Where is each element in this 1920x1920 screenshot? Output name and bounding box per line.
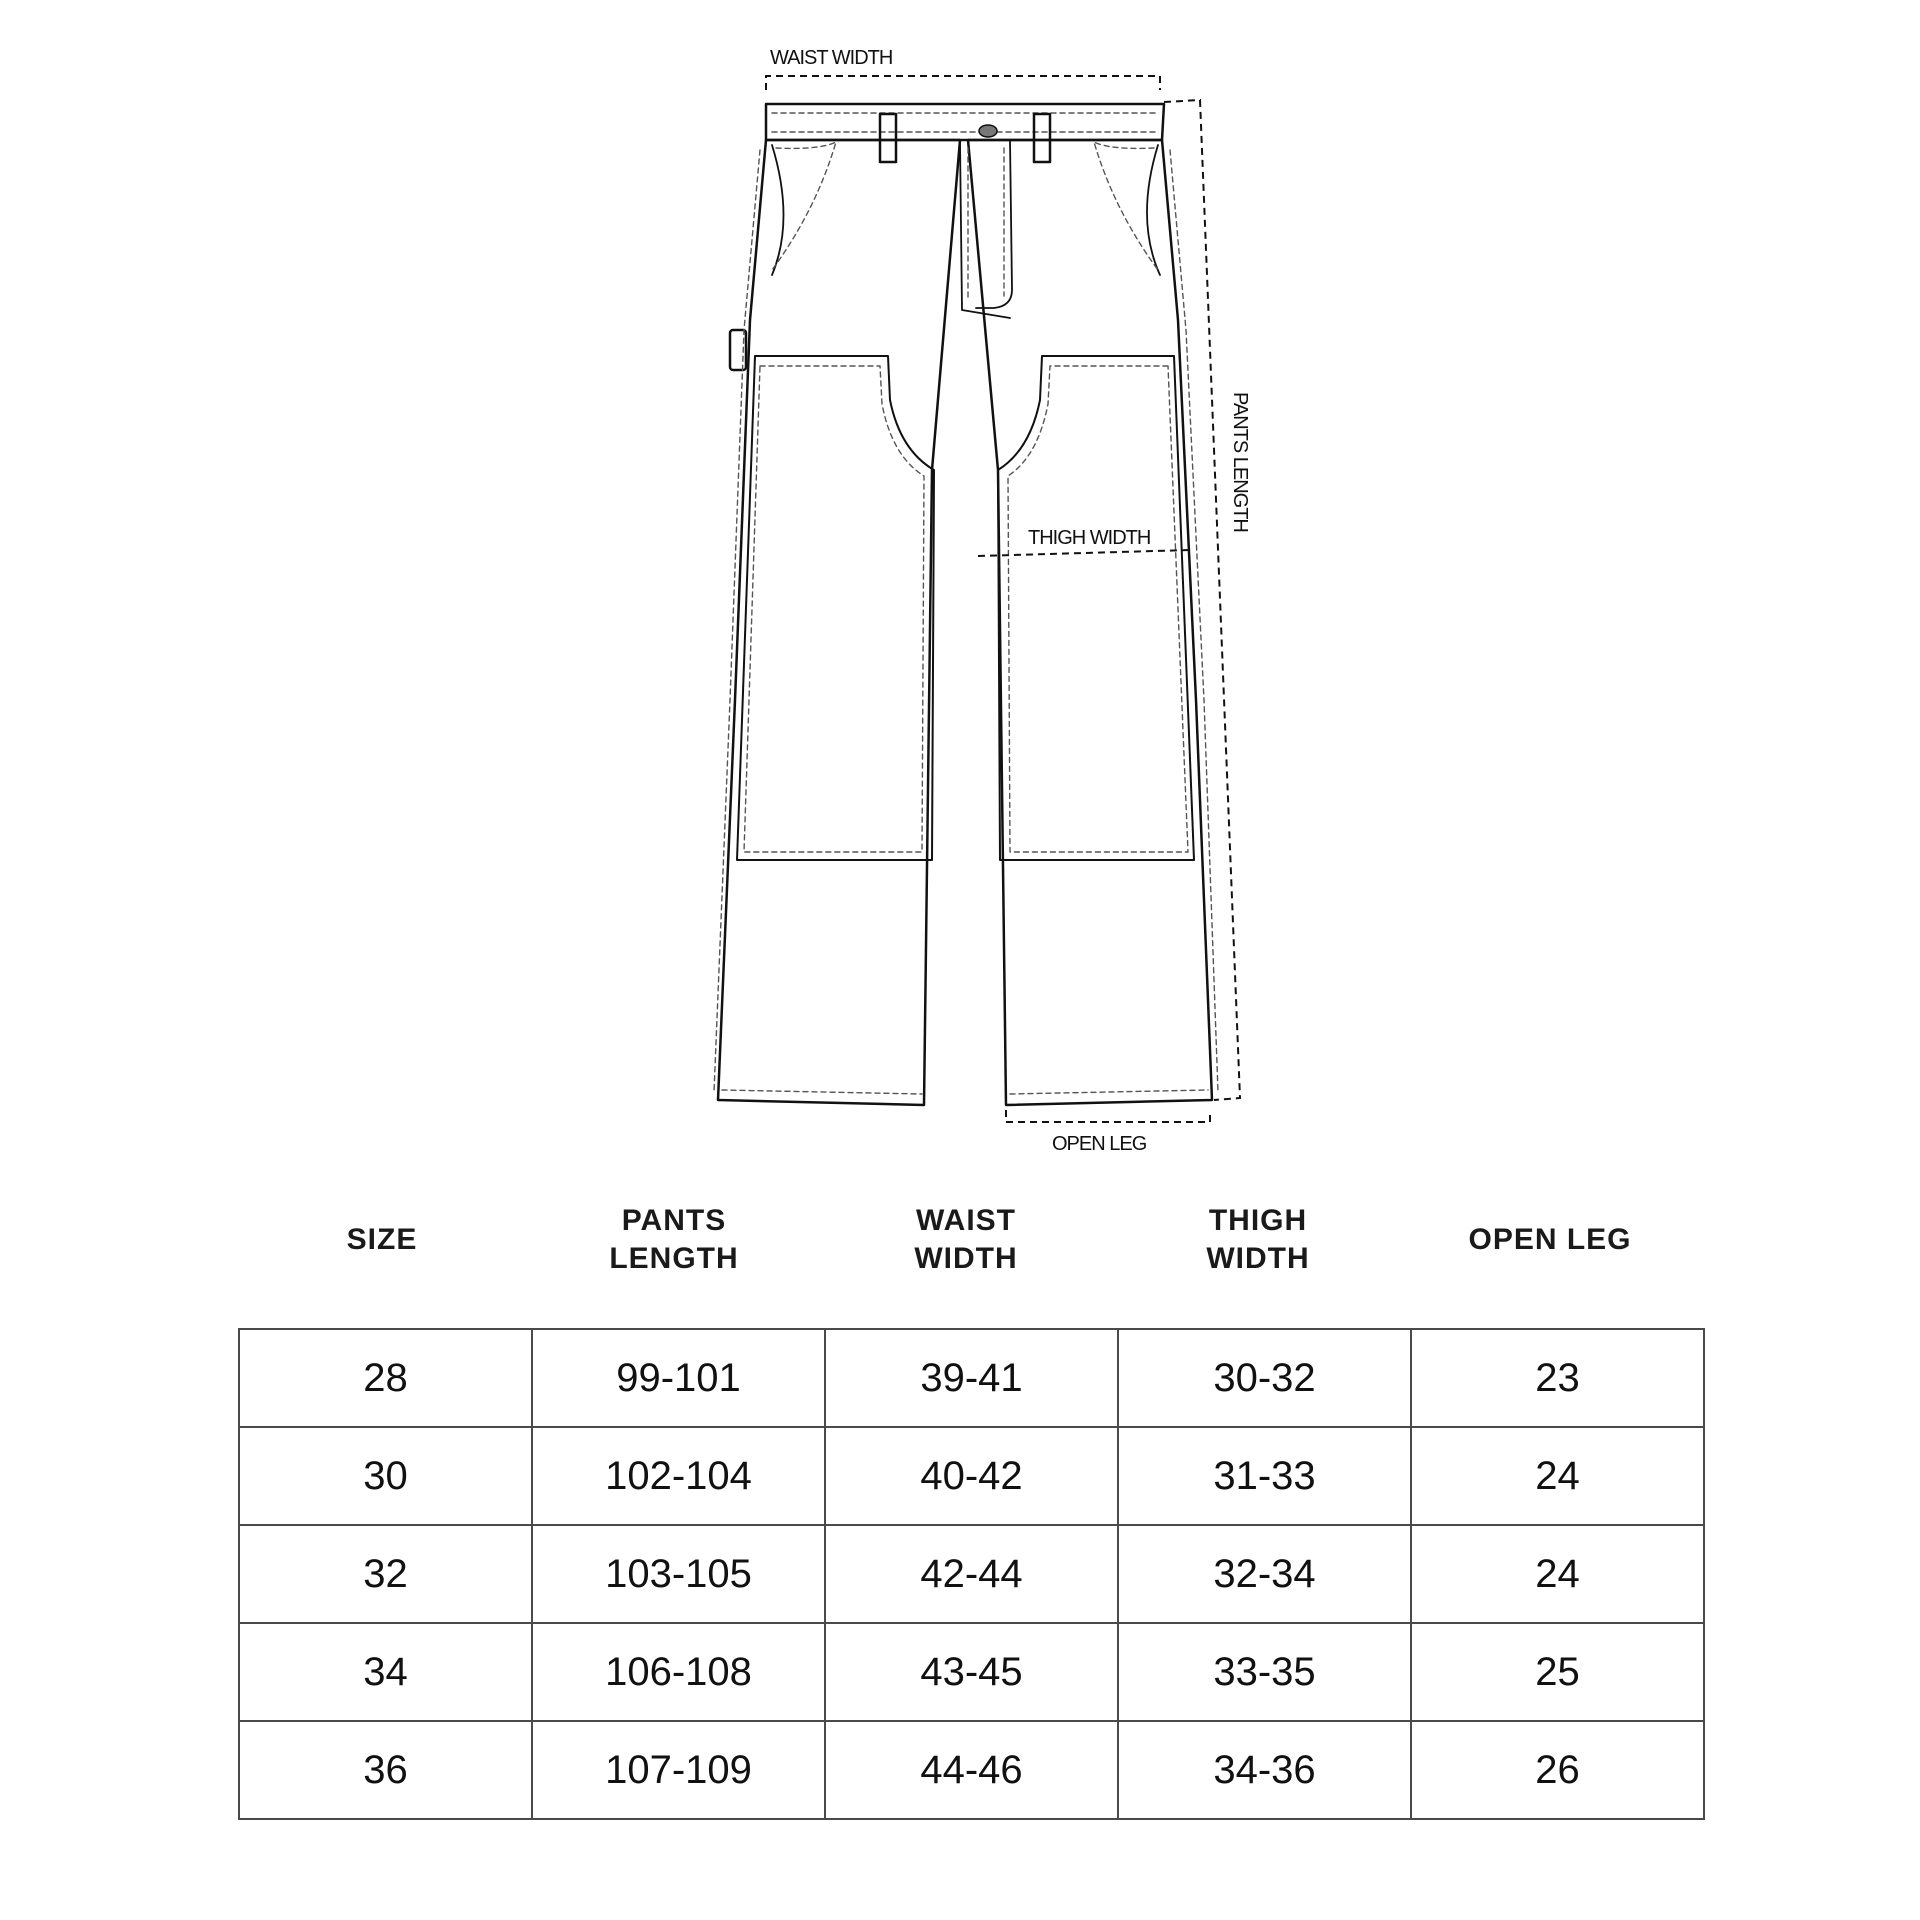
cell-open-leg: 24 [1411,1525,1704,1623]
pants-length-guide [1164,100,1240,1100]
cell-waist-width: 39-41 [825,1329,1118,1427]
size-table [238,1328,1705,1820]
table-row [239,1329,1704,1427]
header-open-leg [1404,1190,1696,1290]
cell-pants-length: 106-108 [532,1623,825,1721]
cell-waist-width: 44-46 [825,1721,1118,1819]
cell-open-leg: 26 [1411,1721,1704,1819]
header-size [236,1190,528,1290]
open-leg-guide [1006,1110,1210,1122]
waistband [766,104,1164,140]
cell-open-leg: 24 [1411,1427,1704,1525]
pocket-right [1147,145,1160,275]
header-size-line1: SIZE [346,1223,418,1256]
pocket-left [772,145,784,275]
button-icon [979,125,997,137]
header-thigh-width-line2: WIDTH [1206,1242,1310,1275]
header-pants-length-line2: LENGTH [609,1242,739,1275]
knee-panel-right [998,356,1194,860]
open-leg-label: OPEN LEG [1052,1133,1147,1155]
cell-size: 30 [239,1427,532,1525]
table-row [239,1721,1704,1819]
header-thigh-width-line1: THIGH [1208,1204,1308,1237]
cell-waist-width: 43-45 [825,1623,1118,1721]
cell-pants-length: 102-104 [532,1427,825,1525]
header-thigh-width [1112,1190,1404,1290]
header-pants-length-line1: PANTS [621,1204,727,1237]
cell-size: 36 [239,1721,532,1819]
cell-thigh-width: 30-32 [1118,1329,1411,1427]
knee-panel-left [737,356,934,860]
waist-width-label: WAIST WIDTH [770,47,893,69]
table-row [239,1623,1704,1721]
pants-length-label: PANTS LENGTH [1229,392,1251,532]
cell-thigh-width: 34-36 [1118,1721,1411,1819]
cell-pants-length: 99-101 [532,1329,825,1427]
cell-open-leg: 23 [1411,1329,1704,1427]
cell-waist-width: 42-44 [825,1525,1118,1623]
cell-pants-length: 107-109 [532,1721,825,1819]
table-row [239,1427,1704,1525]
cell-thigh-width: 31-33 [1118,1427,1411,1525]
thigh-width-guide [978,550,1190,556]
header-pants-length [528,1190,820,1290]
cell-size: 32 [239,1525,532,1623]
header-waist-width-line2: WIDTH [914,1242,1018,1275]
cell-size: 28 [239,1329,532,1427]
cell-waist-width: 40-42 [825,1427,1118,1525]
header-waist-width-line1: WAIST [916,1204,1016,1237]
cell-size: 34 [239,1623,532,1721]
header-open-leg-line1: OPEN LEG [1468,1223,1632,1256]
belt-loop-left [880,114,896,162]
belt-loop-right [1034,114,1050,162]
waist-width-guide [766,76,1160,90]
cell-pants-length: 103-105 [532,1525,825,1623]
cell-thigh-width: 33-35 [1118,1623,1411,1721]
header-waist-width [820,1190,1112,1290]
cell-thigh-width: 32-34 [1118,1525,1411,1623]
cell-open-leg: 25 [1411,1623,1704,1721]
table-row [239,1525,1704,1623]
thigh-width-label: THIGH WIDTH [1028,527,1151,549]
